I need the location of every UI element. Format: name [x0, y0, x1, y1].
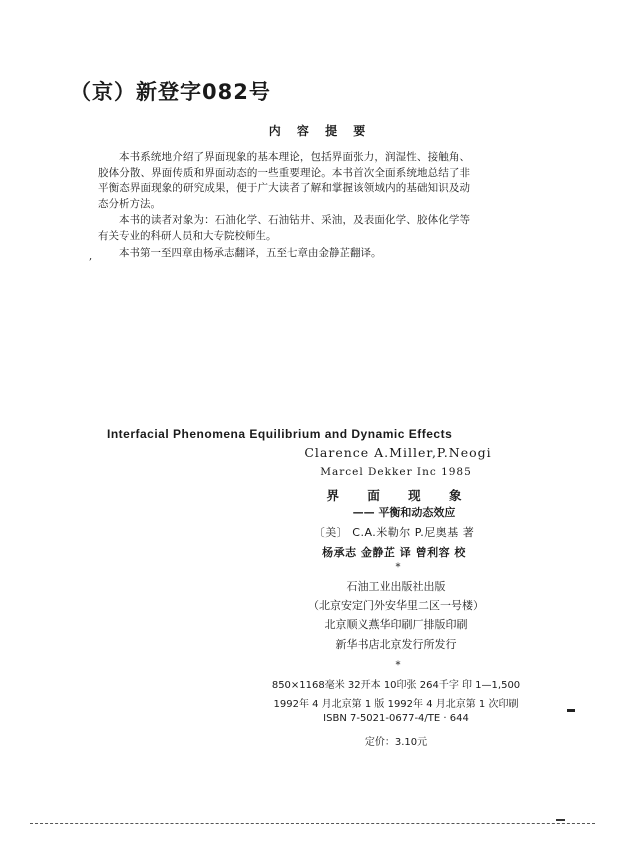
- summary-paragraph: 本书的读者对象为：石油化学、石油钻井、采油，及表面化学、胶体化学等有关专业的科研人员和大专院校师生。: [98, 214, 470, 242]
- printer-line: 北京顺义燕华印刷厂排版印刷: [324, 618, 468, 631]
- chinese-title: 界 面 现 象: [326, 488, 474, 503]
- summary-heading: 内 容 提 要: [268, 124, 372, 138]
- format-line: 850×1168毫米 32开本 10印张 264千字 印 1—1,500: [271, 680, 521, 691]
- price-line: 定价：3.10元: [364, 737, 428, 748]
- license-number: （京）新登字082号: [70, 80, 271, 104]
- original-authors: Clarence A.Miller,P.Neogi: [304, 445, 492, 460]
- translators: 杨承志 金静芷 译 曾利容 校: [322, 546, 466, 559]
- scan-speck: [567, 709, 575, 712]
- bottom-dashed-rule: [30, 823, 595, 824]
- original-publisher: Marcel Dekker Inc 1985: [320, 466, 472, 478]
- scan-speck: [556, 819, 565, 821]
- margin-mark: ,: [89, 251, 93, 262]
- isbn-line: ISBN 7-5021-0677-4/TE · 644: [323, 713, 469, 724]
- separator-star: *: [395, 562, 401, 573]
- publisher-address: （北京安定门外安华里二区一号楼）: [308, 599, 484, 612]
- summary-paragraph: 本书系统地介绍了界面现象的基本理论，包括界面张力，润湿性、接触角、胶体分散、界面传质和界面动态的一些重要理论。本书首次全面系统地总结了非平衡态界面现象的研究成果，便于广大读者了解和掌握该领域内的基础知识及动态分析方法。: [98, 151, 470, 210]
- separator-star: *: [395, 660, 401, 671]
- summary-paragraph: 本书第一至四章由杨承志翻译，五至七章由金静芷翻译。: [119, 247, 382, 259]
- publisher-line: 石油工业出版社出版: [346, 580, 446, 593]
- chinese-subtitle: —— 平衡和动态效应: [352, 506, 456, 519]
- distributor-line: 新华书店北京发行所发行: [335, 638, 457, 651]
- chinese-authors: 〔美〕 C.A.米勒尔 P.尼奥基 著: [313, 526, 475, 539]
- edition-line: 1992年 4 月北京第 1 版 1992年 4 月北京第 1 次印刷: [273, 699, 519, 710]
- original-title: Interfacial Phenomena Equilibrium and Dynamic Effects: [107, 427, 453, 441]
